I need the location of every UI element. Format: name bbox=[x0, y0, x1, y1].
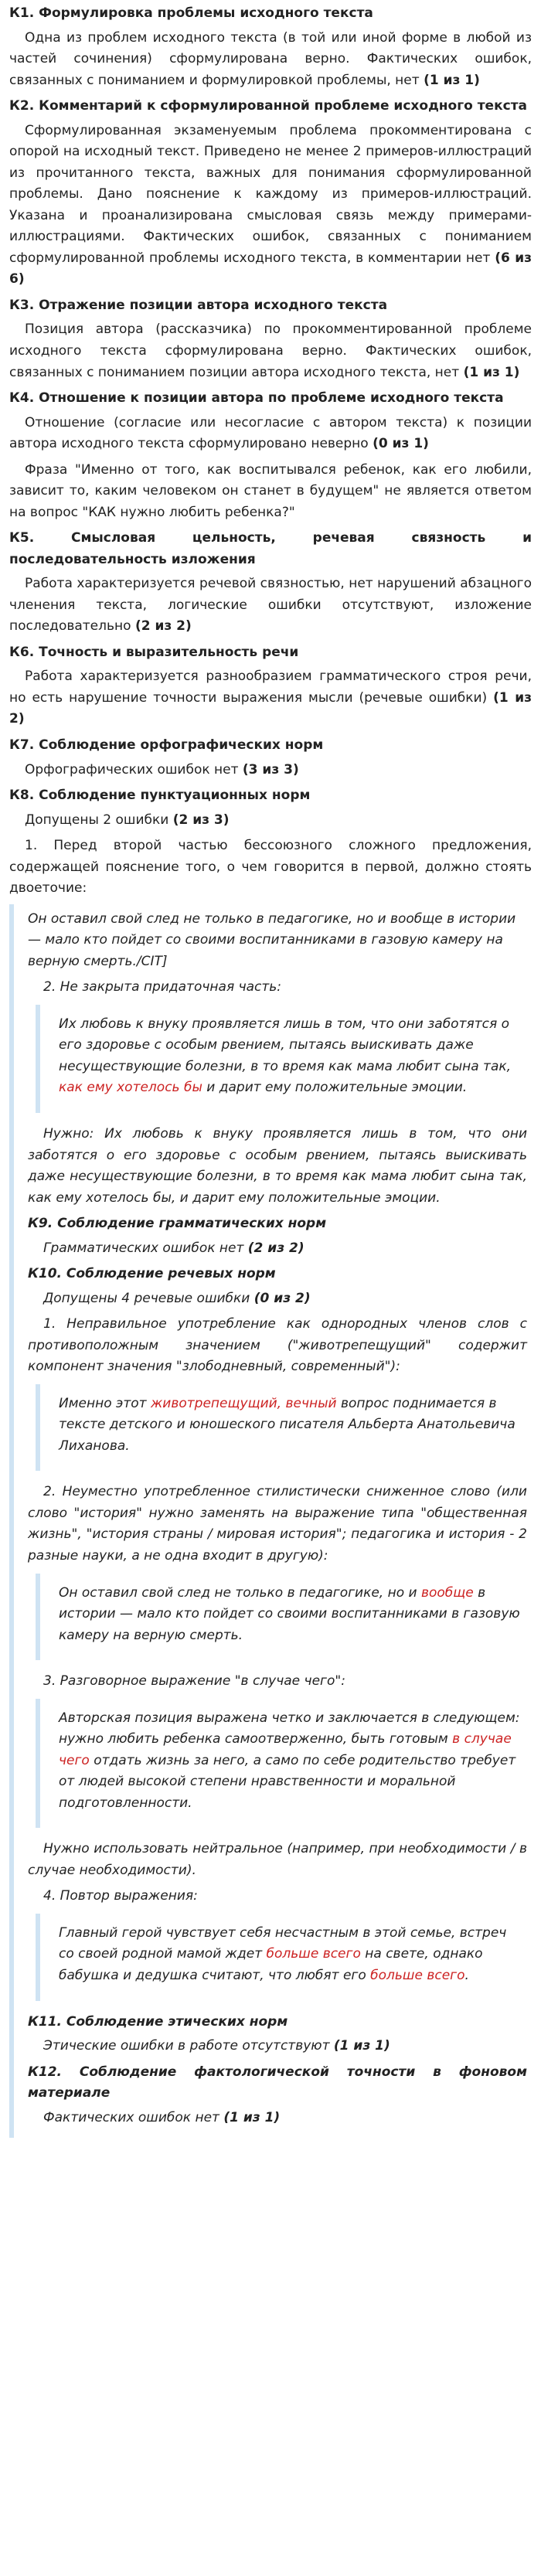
k10-quote-1: Именно этот животрепещущий, вечный вопрос поднимается в тексте детского и юношеского писателя Альберта Анатольевича Лиханова. bbox=[59, 1395, 515, 1454]
k12-heading: К12. Соблюдение фактологической точности в фоновом материале bbox=[28, 2064, 527, 2101]
k6-heading: К6. Точность и выразительность речи bbox=[9, 644, 299, 660]
k7-heading: К7. Соблюдение орфографических норм bbox=[9, 737, 324, 753]
k11-text: Этические ошибки в работе отсутствуют (1 из 1) bbox=[43, 2038, 390, 2054]
k5-heading: К5. Смысловая цельность, речевая связность и последовательность изложения bbox=[9, 530, 532, 567]
k10-text: Допущены 4 речевые ошибки (0 из 2) bbox=[43, 1290, 311, 1306]
k10-quote-3: Авторская позиция выражена четко и заключается в следующем: нужно любить ребенка самоотверженно, быть готовым в случае чего отдать жизнь за него, а само по себе родительство требует от людей высокой степени нравственности и моральной подготовленности. bbox=[59, 1710, 520, 1811]
k10-heading: К10. Соблюдение речевых норм bbox=[28, 1266, 276, 1282]
k4-score: (0 из 1) bbox=[373, 436, 429, 452]
k11-heading: К11. Соблюдение этических норм bbox=[28, 2013, 288, 2030]
k1-heading: К1. Формулировка проблемы исходного текста bbox=[9, 5, 373, 21]
k1-score: (1 из 1) bbox=[424, 72, 480, 88]
k4-note: Фраза "Именно от того, как воспитывался ребенок, как его любили, зависит то, каким человеком он станет в будущем" не является ответом на вопрос "КАК нужно любить ребенка?" bbox=[9, 461, 532, 520]
k1-text: Одна из проблем исходного текста (в той или иной форме в любой из частей сочинения) сформулирована верно. Фактических ошибок, связанных с пониманием и формулировкой проблемы, нет (1 из 1) bbox=[9, 29, 532, 88]
k7-text: Орфографических ошибок нет (3 из 3) bbox=[25, 761, 299, 778]
k4-text: Отношение (согласие или несогласие с автором текста) к позиции автора исходного текста сформулировано неверно (0 из 1) bbox=[9, 414, 532, 452]
k8-correct-version: Нужно: Их любовь к внуку проявляется лишь в том, что они заботятся о его здоровье с особым рвением, пытаясь выискивать даже несуществующие болезни, в то время как мама любит сына так, как ему хотелось бы, и дарит ему положительные эмоции. bbox=[28, 1125, 527, 1206]
k6-text: Работа характеризуется разнообразием грамматического строя речи, но есть нарушение точности выражения мысли (речевые ошибки) (1 из 2) bbox=[9, 669, 532, 727]
k10-quote-2: Он оставил свой след не только в педагогике, но и вообще в истории — мало кто пойдет со своими воспитанниками в газовую камеру на верную смерть. bbox=[59, 1584, 520, 1643]
k12-score: (1 из 1) bbox=[223, 2109, 281, 2125]
k4-heading: К4. Отношение к позиции автора по проблеме исходного текста bbox=[9, 390, 504, 407]
k9-heading: К9. Соблюдение грамматических норм bbox=[28, 1216, 327, 1232]
k2-score: (6 из 6) bbox=[9, 250, 532, 288]
k5-score: (2 из 2) bbox=[134, 618, 192, 635]
error-highlight: животрепещущий, вечный bbox=[150, 1395, 337, 1411]
k8-heading: К8. Соблюдение пунктуационных норм bbox=[9, 788, 311, 804]
k8-quote-2-block bbox=[36, 1005, 527, 1113]
k10-quote-3-block bbox=[36, 1699, 527, 1829]
k10-quote-4-block bbox=[36, 1914, 527, 2001]
k9-score: (2 из 2) bbox=[247, 1240, 305, 1256]
error-highlight: больше всего bbox=[266, 1946, 361, 1962]
k5-text: Работа характеризуется речевой связностью, нет нарушений абзацного членения текста, логические ошибки отсутствуют, изложение последовательно (2 из 2) bbox=[9, 576, 532, 635]
nested-quote-block bbox=[9, 904, 532, 2138]
k8-score: (2 из 3) bbox=[172, 812, 230, 828]
k3-text: Позиция автора (рассказчика) по прокомментированной проблеме исходного текста сформулирована верно. Фактических ошибок, связанных с пониманием позиции автора исходного текста, нет (1 из 1) bbox=[9, 322, 532, 380]
k10-item-4: 4. Повтор выражения: bbox=[43, 1888, 198, 1904]
k7-score: (3 из 3) bbox=[242, 761, 299, 778]
error-highlight: вообще bbox=[420, 1584, 474, 1601]
k6-score: (1 из 2) bbox=[9, 689, 532, 727]
error-highlight: в случае чего bbox=[59, 1731, 512, 1768]
k12-text: Фактических ошибок нет (1 из 1) bbox=[43, 2109, 281, 2125]
k10-quote-2-block bbox=[36, 1574, 527, 1661]
k10-quote-4: Главный герой чувствует себя несчастным в этой семье, встреч со своей родной мамой ждет больше всего на свете, однако бабушка и дедушка считают, что любят его больше всего. bbox=[59, 1924, 507, 1983]
error-highlight: больше всего bbox=[370, 1967, 465, 1983]
error-highlight: как ему хотелось бы bbox=[59, 1080, 202, 1096]
k10-quote-1-block bbox=[36, 1384, 527, 1472]
k10-item-1: 1. Неправильное употребление как однородных членов слов с противоположным значением ("животрепещущий" содержит компонент значения "злободневный, современный"): bbox=[28, 1316, 527, 1375]
k3-heading: К3. Отражение позиции автора исходного текста bbox=[9, 297, 388, 313]
k10-item-2: 2. Неуместно употребленное стилистически сниженное слово (или слово "история" нужно заменять на выражение типа "общественная жизнь", "история страны / мировая история"; педагогика и история - 2 разные науки, а не одна входит в другую): bbox=[28, 1484, 527, 1564]
k8-item-2: 2. Не закрыта придаточная часть: bbox=[43, 979, 282, 995]
k8-quote-2: Их любовь к внуку проявляется лишь в том, что они заботятся о его здоровье с особым рвением, пытаясь выискивать даже несуществующие болезни, в то время как мама любит сына так, как ему хотелось бы и дарит ему положительные эмоции. bbox=[59, 1016, 512, 1096]
k8-item-1: 1. Перед второй частью бессоюзного сложного предложения, содержащей пояснение того, о чем говорится в первой, должно стоять двоеточие: bbox=[9, 838, 532, 897]
k2-heading: К2. Комментарий к сформулированной проблеме исходного текста bbox=[9, 98, 528, 114]
k11-score: (1 из 1) bbox=[333, 2038, 390, 2054]
k9-text: Грамматических ошибок нет (2 из 2) bbox=[43, 1240, 305, 1256]
k10-score: (0 из 2) bbox=[253, 1290, 311, 1306]
k2-text: Сформулированная экзаменуемым проблема прокомментирована с опорой на исходный текст. Приведено не менее 2 примеров-иллюстраций из прочитанного текста, важных для понимания сформулированной проблемы. Дано пояснение к каждому из примеров-иллюстраций. Указана и проанализирована смысловая связь между примерами-иллюстрациями. Фактических ошибок, связанных с пониманием сформулированной проблемы исходного текста, в комментарии нет (6 из 6) bbox=[9, 122, 532, 288]
k8-text: Допущены 2 ошибки (2 из 3) bbox=[25, 812, 230, 828]
k10-correct-version: Нужно использовать нейтральное (например, при необходимости / в случае необходимости). bbox=[28, 1841, 527, 1878]
k10-item-3: 3. Разговорное выражение "в случае чего": bbox=[43, 1673, 345, 1690]
k3-score: (1 из 1) bbox=[463, 364, 520, 380]
k8-quote-1: Он оставил свой след не только в педагогике, но и вообще в истории — мало кто пойдет со своими воспитанниками в газовую камеру на верную смерть./CIT] bbox=[28, 910, 516, 969]
